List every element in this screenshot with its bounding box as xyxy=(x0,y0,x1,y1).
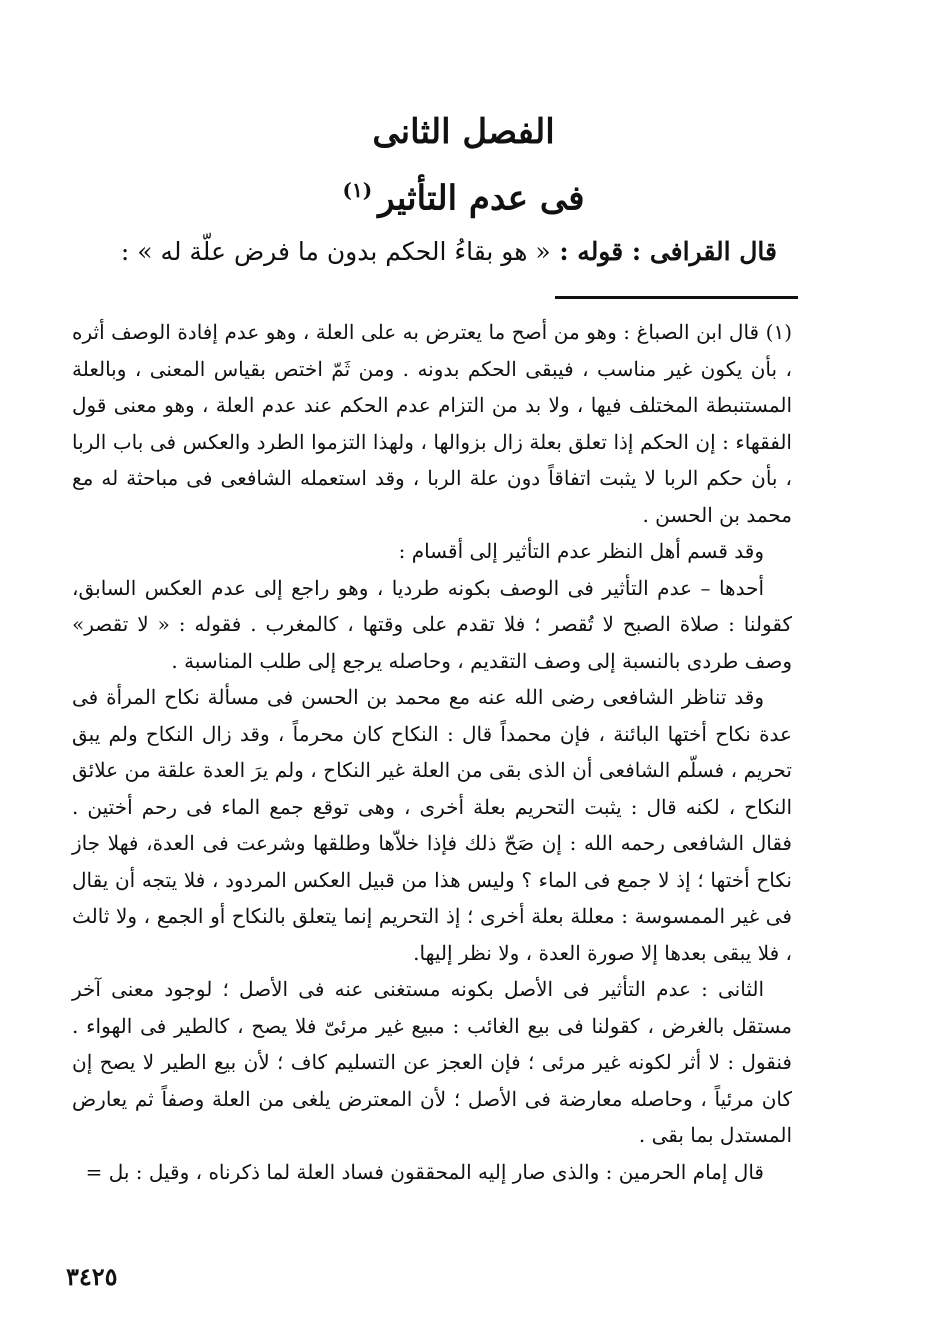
footnote-paragraph: (١) قال ابن الصباغ : وهو من أصح ما يعترض به على العلة ، وهو عدم إفادة الوصف أثره ، بأن يكون غير مناسب ، فيبقى الحكم بدونه . ومن ثَمّ اختص بقياس المعنى ، وبالعلة المستنبطة المختلف فيها ، ولا بد من التزام عدم الحكم عند عدم العلة ، وهو معنى قول الفقهاء : إن الحكم إذا تعلق بعلة زال بزوالها ، ولهذا التزموا الطرد والعكس فى باب الربا ، بأن حكم الربا لا يثبت اتفاقاً دون علة الربا ، وقد استعمله الشافعى فى مباحثة له مع محمد بن الحسن . xyxy=(72,320,792,527)
speaker-label: قال القرافى : قوله : xyxy=(559,237,777,266)
footnote-block xyxy=(72,314,792,1190)
footnote-paragraph: قال إمام الحرمين : والذى صار إليه المحققون فساد العلة لما ذكرناه ، وقيل : بل = xyxy=(85,1159,764,1184)
subtitle-text: فى عدم التأثير xyxy=(378,178,585,219)
footnote-paragraph: الثانى : عدم التأثير فى الأصل بكونه مستغنى عنه فى الأصل ؛ لوجود معنى آخر مستقل بالغرض ، كقولنا فى بيع الغائب : مبيع غير مرئىّ فلا يصح ، كالطير فى الهواء . فنقول : لا أثر لكونه غير مرئى ؛ فإن العجز عن التسليم كاف ؛ لأن بيع الطير لا يصح إن كان مرئياً ، وحاصله معارضة فى الأصل ؛ لأن المعترض يلغى من العلة وصفاً ثم يعارض المستدل بما بقى . xyxy=(72,977,792,1147)
chapter-subtitle xyxy=(0,170,927,218)
chapter-title: الفصل الثانى xyxy=(372,112,555,152)
main-text-line xyxy=(120,232,777,272)
footnote-paragraph: أحدها – عدم التأثير فى الوصف بكونه طرديا ، وهو راجع إلى عدم العكس السابق، كقولنا : صلاة الصبح لا تُقصر ؛ فلا تقدم على وقتها ، كالمغرب . فقوله : « لا تقصر» وصف طردى بالنسبة إلى وصف التقديم ، وحاصله يرجع إلى طلب المناسبة . xyxy=(72,575,792,673)
footnote-reference: (١) xyxy=(342,178,373,202)
footnote-paragraph: وقد تناظر الشافعى رضى الله عنه مع محمد بن الحسن فى مسألة نكاح المرأة فى عدة نكاح أختها البائنة ، فإن محمداً قال : النكاح كان محرماً ، وقد زال النكاح ولم يبق تحريم ، فسلّم الشافعى أن الذى بقى من العلة غير النكاح ، ولم يرَ العدة علقة من علائق النكاح ، لكنه قال : يثبت التحريم بعلة أخرى ، وهى توقع جمع الماء فى رحم أختين . فقال الشافعى رحمه الله : إن صَحّ ذلك فإذا خلاّها وطلقها وشرعت فى العدة، فهلا جاز نكاح أختها ؛ إذ لا جمع فى الماء ؟ وليس هذا من قبيل العكس المردود ، فلا يتجه أن يقال فى غير الممسوسة : معللة بعلة أخرى ؛ إذ التحريم إنما يتعلق بالنكاح أو الجمع ، ولا ثالث ، فلا يبقى بعدها إلا صورة العدة ، ولا نظر إليها. xyxy=(72,685,792,965)
quoted-text: « هو بقاءُ الحكم بدون ما فرض علّة له » : xyxy=(120,237,551,266)
page-number: ٣٤٢٥ xyxy=(66,1262,118,1291)
footnote-separator xyxy=(555,296,798,299)
footnote-paragraph: وقد قسم أهل النظر عدم التأثير إلى أقسام : xyxy=(398,539,764,563)
